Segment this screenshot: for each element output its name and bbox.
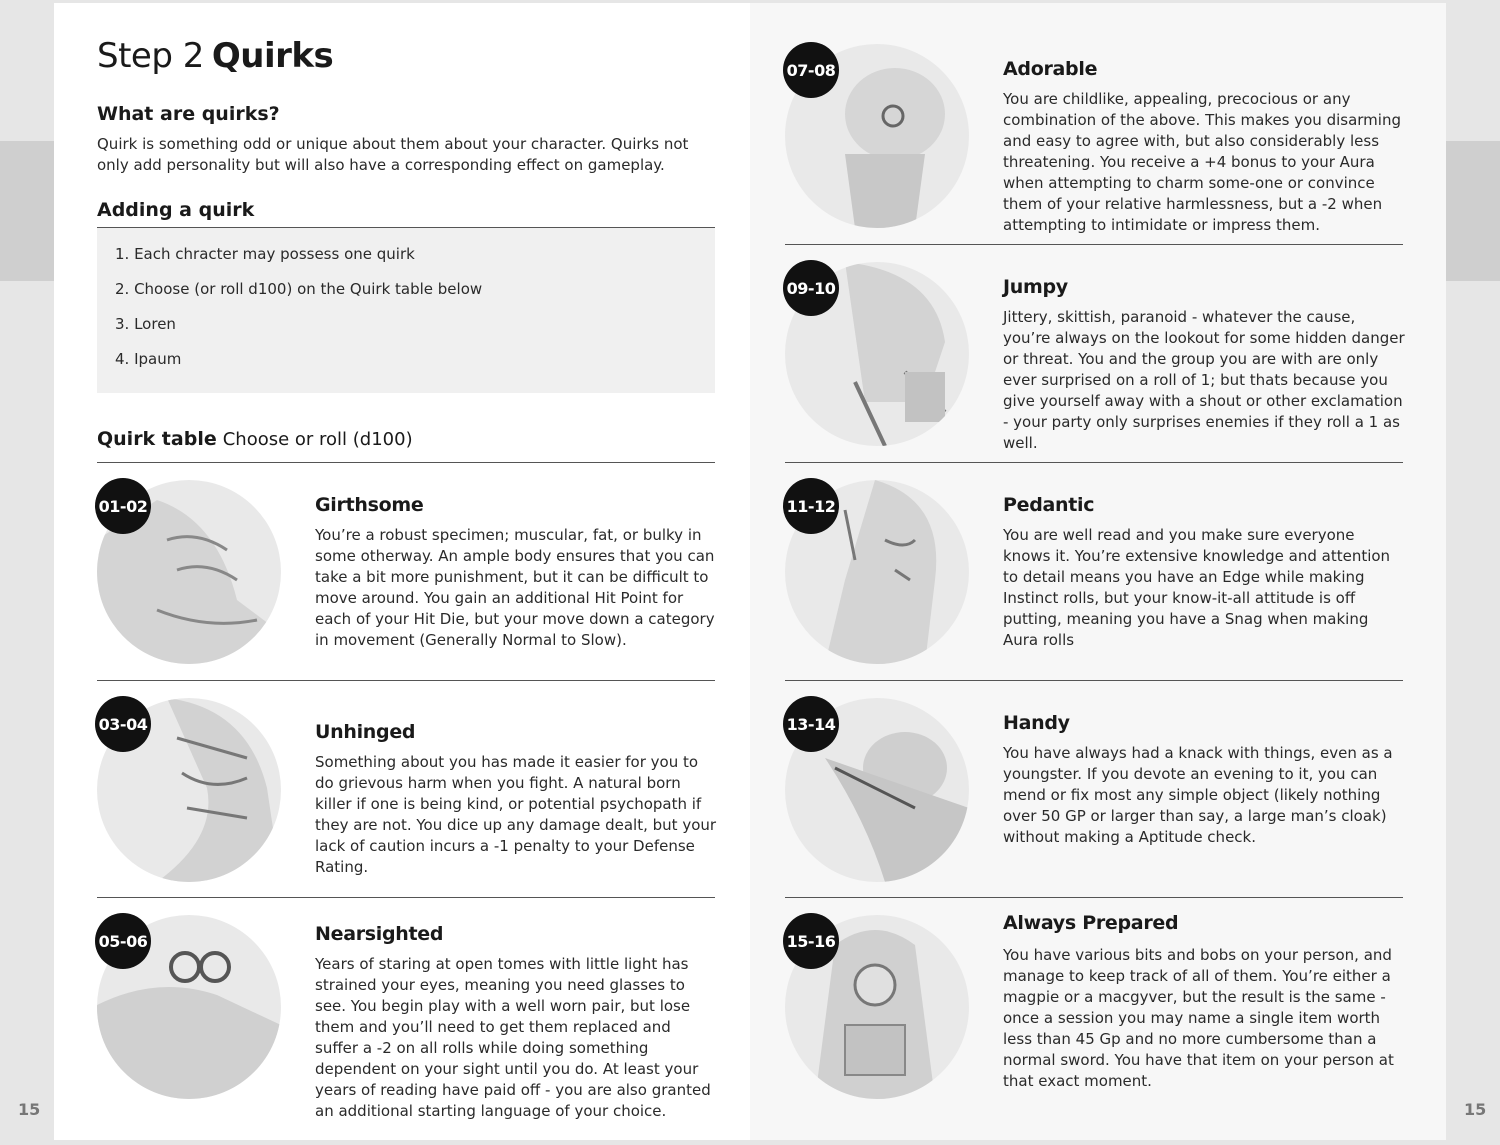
quirk-name: Always Prepared xyxy=(1003,912,1179,934)
quirk-range-badge: 03-04 xyxy=(95,696,151,752)
quirk-range-badge: 07-08 xyxy=(783,42,839,98)
quirk-description: You are well read and you make sure everyone knows it. You’re extensive knowledge and attention to detail means you have an Edge while making Instinct rolls, but your know-it-all attitude is off putting, meaning you have a Snag when making Aura rolls xyxy=(1003,526,1391,649)
chapter-tab-right xyxy=(1446,141,1500,281)
quirk-name: Handy xyxy=(1003,712,1070,734)
quirk-name: Unhinged xyxy=(315,721,416,743)
quirk-entry xyxy=(97,897,717,1120)
quirk-entry xyxy=(97,462,717,662)
section-name: Quirks xyxy=(211,36,334,76)
what-heading: What are quirks? xyxy=(97,103,280,125)
step-item: 4. Ipaum xyxy=(115,350,182,368)
page-number-left: 15 xyxy=(18,1100,41,1119)
quirk-entry xyxy=(97,680,717,880)
quirk-description: Years of staring at open tomes with little light has strained your eyes, meaning you need glasses to see. You begin play with a well worn pair, but lose them and you’ll need to get them replaced and suffer a -2 on all rolls while doing something dependent on your sight until you do. At least your years of reading have paid off - you are also granted an additional starting language of your choice. xyxy=(315,955,711,1120)
quirk-name: Jumpy xyxy=(1003,276,1068,298)
page-number-right: 15 xyxy=(1464,1100,1487,1119)
quirk-range-badge: 09-10 xyxy=(783,260,839,316)
page-title xyxy=(97,36,333,76)
quirk-description: Something about you has made it easier for you to do grievous harm when you fight. A natural born killer if one is being kind, or potential psychopath if they are not. You dice up any damage dealt, but your lack of caution incurs a -1 penalty to your Defense Rating. xyxy=(315,753,717,876)
steps-box xyxy=(97,228,715,393)
quirk-entry xyxy=(785,897,1405,1097)
quirk-name: Pedantic xyxy=(1003,494,1095,516)
quirk-range-badge: 05-06 xyxy=(95,913,151,969)
quirk-range-badge: 15-16 xyxy=(783,913,839,969)
step-label: Step 2 xyxy=(97,36,204,76)
what-text: Quirk is something odd or unique about them about your character. Quirks not only add personality but will also have a corresponding effect on gameplay. xyxy=(97,135,689,174)
adding-heading: Adding a quirk xyxy=(97,199,255,221)
quirk-description: You have various bits and bobs on your person, and manage to keep track of all of them. You’re either a magpie or a macgyver, but the result is the same - once a session you may name a single item worth less than 45 Gp and no more cumbersome than a normal sword. You have that item on your person at that exact moment. xyxy=(1003,946,1394,1090)
quirk-table-title: Quirk table xyxy=(97,428,217,450)
quirk-description: Jittery, skittish, paranoid - whatever the cause, you’re always on the lookout for some hidden danger or threat. You and the group you are with are only ever surprised on a roll of 1; but thats because you give yourself away with a shout or other exclamation - your party only surprises enemies if they roll a 1 as well. xyxy=(1003,308,1405,452)
quirk-name: Adorable xyxy=(1003,58,1098,80)
quirk-entry xyxy=(785,462,1405,662)
quirk-range-badge: 01-02 xyxy=(95,478,151,534)
quirk-name: Girthsome xyxy=(315,494,424,516)
quirk-range-badge: 13-14 xyxy=(783,696,839,752)
quirk-entry xyxy=(785,244,1405,452)
quirk-table-heading xyxy=(97,428,413,450)
quirk-range-badge: 11-12 xyxy=(783,478,839,534)
quirk-name: Nearsighted xyxy=(315,923,444,945)
step-item: 1. Each chracter may possess one quirk xyxy=(115,245,415,263)
quirk-description: You’re a robust specimen; muscular, fat, or bulky in some otherway. An ample body ensures that you can take a bit more punishment, but it can be difficult to move around. You gain an additional Hit Point for each of your Hit Die, but your move down a category in movement (Generally Normal to Slow). xyxy=(315,526,715,649)
quirk-description: You are childlike, appealing, precocious or any combination of the above. This makes you disarming and easy to agree with, but also considerably less threatening. You receive a +4 bonus to your Aura when attempting to charm some-one or convince them of your relative harmlessness, but a -2 when attempting to intimidate or impress them. xyxy=(1003,90,1401,234)
chapter-tab-left xyxy=(0,141,54,281)
step-item: 3. Loren xyxy=(115,315,176,333)
quirk-entry xyxy=(785,26,1405,234)
step-item: 2. Choose (or roll d100) on the Quirk table below xyxy=(115,280,483,298)
quirk-table-subtitle: Choose or roll (d100) xyxy=(222,429,413,450)
quirk-entry xyxy=(785,680,1405,880)
quirk-description: You have always had a knack with things, even as a youngster. If you devote an evening to it, you can mend or fix most any simple object (likely nothing over 50 GP or larger than say, a large man’s cloak) without making a Aptitude check. xyxy=(1003,744,1393,846)
